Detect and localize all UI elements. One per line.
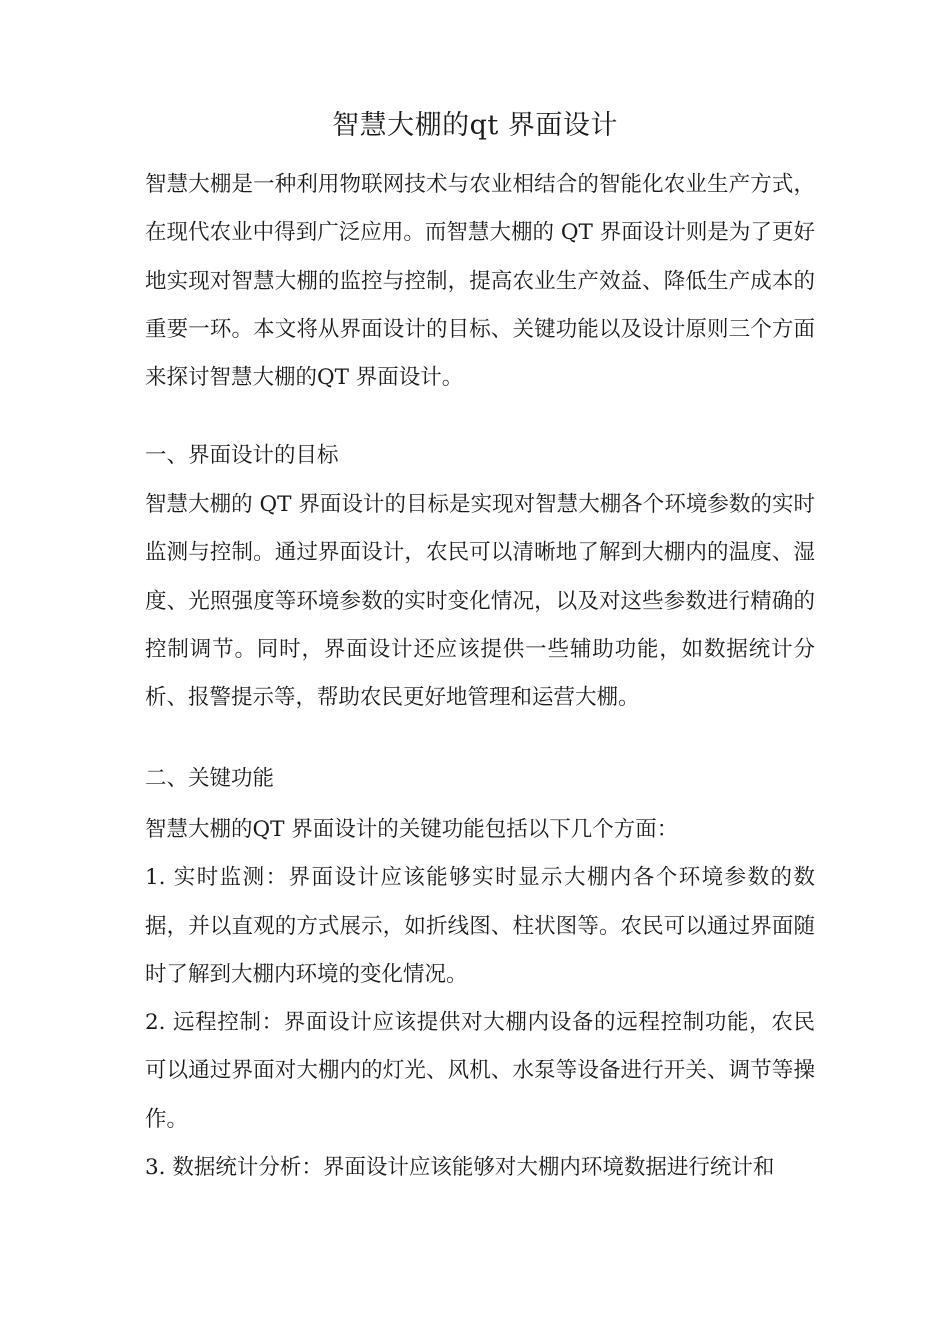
document-title: 智慧大棚的qt 界面设计 — [332, 110, 618, 141]
intro-paragraph: 智慧大棚是一种利用物联网技术与农业相结合的智能化农业生产方式，在现代农业中得到广泛应用。而智慧大棚的 QT 界面设计则是为了更好地实现对智慧大棚的监控与控制，提高农业生产效益、降低生产成本的重要一环。本文将从界面设计的目标、关键功能以及设计原则三个方面来探讨智慧大棚的QT 界面设计。 — [145, 172, 815, 391]
section-heading-key-functions: 二、关键功能 — [145, 766, 275, 791]
section-goals-paragraph: 智慧大棚的 QT 界面设计的目标是实现对智慧大棚各个环境参数的实时监测与控制。通过界面设计，农民可以清晰地了解到大棚内的温度、湿度、光照强度等环境参数的实时变化情况，以及对这些参数进行精确的控制调节。同时，界面设计还应该提供一些辅助功能，如数据统计分析、报警提示等，帮助农民更好地管理和运营大棚。 — [145, 492, 815, 711]
list-item-realtime-monitoring: 1. 实时监测：界面设计应该能够实时显示大棚内各个环境参数的数据，并以直观的方式展示，如折线图、柱状图等。农民可以通过界面随时了解到大棚内环境的变化情况。 — [145, 865, 815, 987]
key-functions-intro: 智慧大棚的QT 界面设计的关键功能包括以下几个方面： — [145, 817, 679, 842]
section-heading-goals: 一、界面设计的目标 — [145, 443, 339, 468]
list-item-data-statistics: 3. 数据统计分析：界面设计应该能够对大棚内环境数据进行统计和 — [145, 1155, 775, 1181]
section-key-functions-body — [145, 806, 815, 1192]
list-item-remote-control: 2. 远程控制：界面设计应该提供对大棚内设备的远程控制功能，农民可以通过界面对大棚内的灯光、风机、水泵等设备进行开关、调节等操作。 — [145, 1010, 815, 1132]
